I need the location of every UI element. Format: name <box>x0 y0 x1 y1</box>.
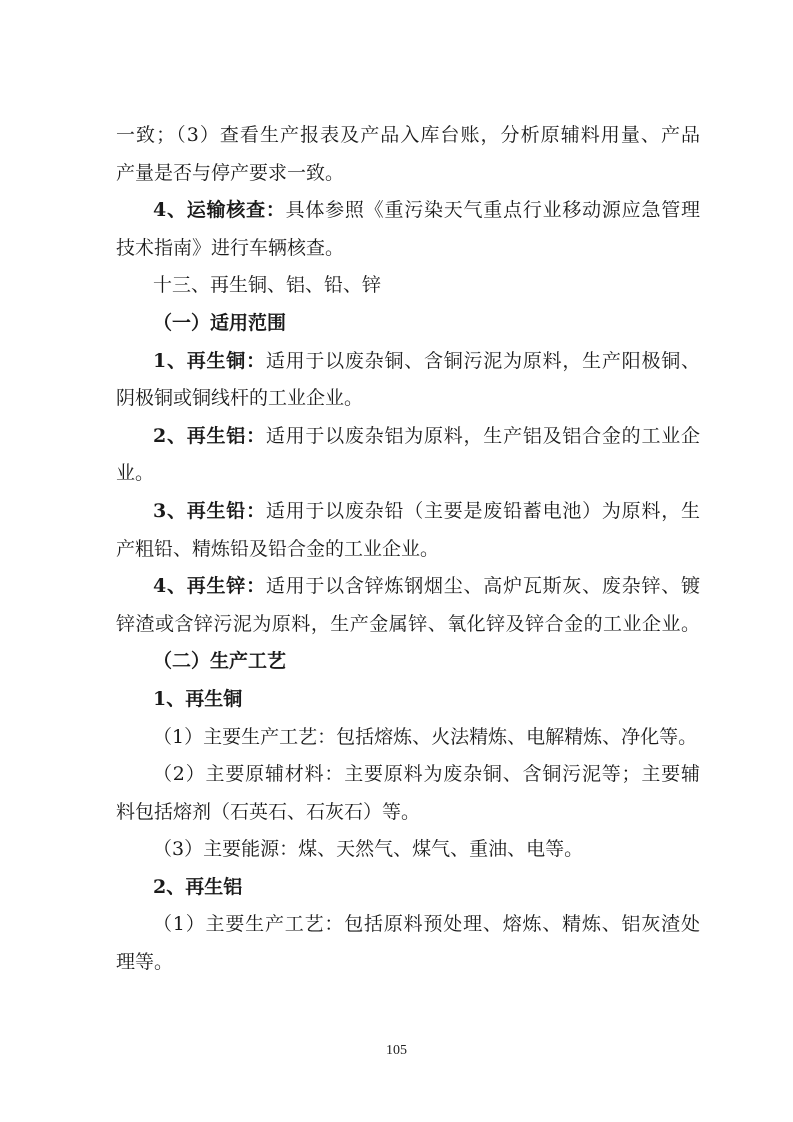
para-recycled-aluminum-scope-line2: 业。 <box>116 462 155 485</box>
text-recycled-zinc: 适用于以含锌炼钢烟尘、高炉瓦斯灰、废杂锌、镀 <box>265 575 700 598</box>
para-aluminum-process-line1: （1）主要生产工艺：包括原料预处理、熔炼、精炼、铝灰渣处 <box>153 913 700 936</box>
para-copper-materials-line1: （2）主要原辅材料：主要原料为废杂铜、含铜污泥等；主要辅 <box>153 763 700 786</box>
text-recycled-lead: 适用于以废杂铅（主要是废铅蓄电池）为原料，生 <box>265 499 700 522</box>
label-recycled-aluminum: 2、再生铝： <box>153 424 266 447</box>
para-recycled-lead-scope-line1 <box>116 493 700 531</box>
text-transport-check: 具体参照《重污染天气重点行业移动源应急管理 <box>285 199 700 222</box>
para-recycled-copper-scope-line1 <box>116 343 700 381</box>
label-recycled-zinc: 4、再生锌： <box>153 575 266 598</box>
subsection-heading-process: （二）生产工艺 <box>153 650 287 673</box>
label-transport-check: 4、运输核查： <box>153 199 286 222</box>
item-heading-recycled-copper: 1、再生铜 <box>153 687 243 710</box>
page-number: 105 <box>386 1043 407 1058</box>
para-recycled-zinc-scope-line2: 锌渣或含锌污泥为原料，生产金属锌、氧化锌及锌合金的工业企业。 <box>116 612 700 635</box>
para-copper-materials-line2: 料包括熔剂（石英石、石灰石）等。 <box>116 800 421 823</box>
text-recycled-copper: 适用于以废杂铜、含铜污泥为原料，生产阳极铜、 <box>265 349 700 372</box>
item-heading-recycled-aluminum: 2、再生铝 <box>153 875 243 898</box>
para-copper-energy: （3）主要能源：煤、天然气、煤气、重油、电等。 <box>153 838 584 861</box>
para-aluminum-process-line2: 理等。 <box>116 951 174 974</box>
page-body <box>116 117 700 982</box>
para-recycled-aluminum-scope-line1 <box>116 418 700 456</box>
para-copper-process: （1）主要生产工艺：包括熔炼、火法精炼、电解精炼、净化等。 <box>153 725 698 748</box>
para-production-check-cont-line2: 产量是否与停产要求一致。 <box>116 161 345 184</box>
para-recycled-lead-scope-line2: 产粗铅、精炼铅及铅合金的工业企业。 <box>116 537 440 560</box>
para-transport-check-line1 <box>116 192 700 230</box>
para-recycled-zinc-scope-line1 <box>116 568 700 606</box>
para-transport-check-line2: 技术指南》进行车辆核查。 <box>116 236 345 259</box>
section-heading-13: 十三、再生铜、铝、铅、锌 <box>153 274 382 297</box>
para-production-check-cont-line1: 一致；（3）查看生产报表及产品入库台账，分析原辅料用量、产品 <box>116 124 700 146</box>
label-recycled-copper: 1、再生铜： <box>153 349 266 372</box>
label-recycled-lead: 3、再生铅： <box>153 499 266 522</box>
subsection-heading-scope: （一）适用范围 <box>153 311 287 334</box>
text-recycled-aluminum: 适用于以废杂铝为原料，生产铝及铝合金的工业企 <box>265 424 700 447</box>
para-recycled-copper-scope-line2: 阴极铜或铜线杆的工业企业。 <box>116 387 364 410</box>
